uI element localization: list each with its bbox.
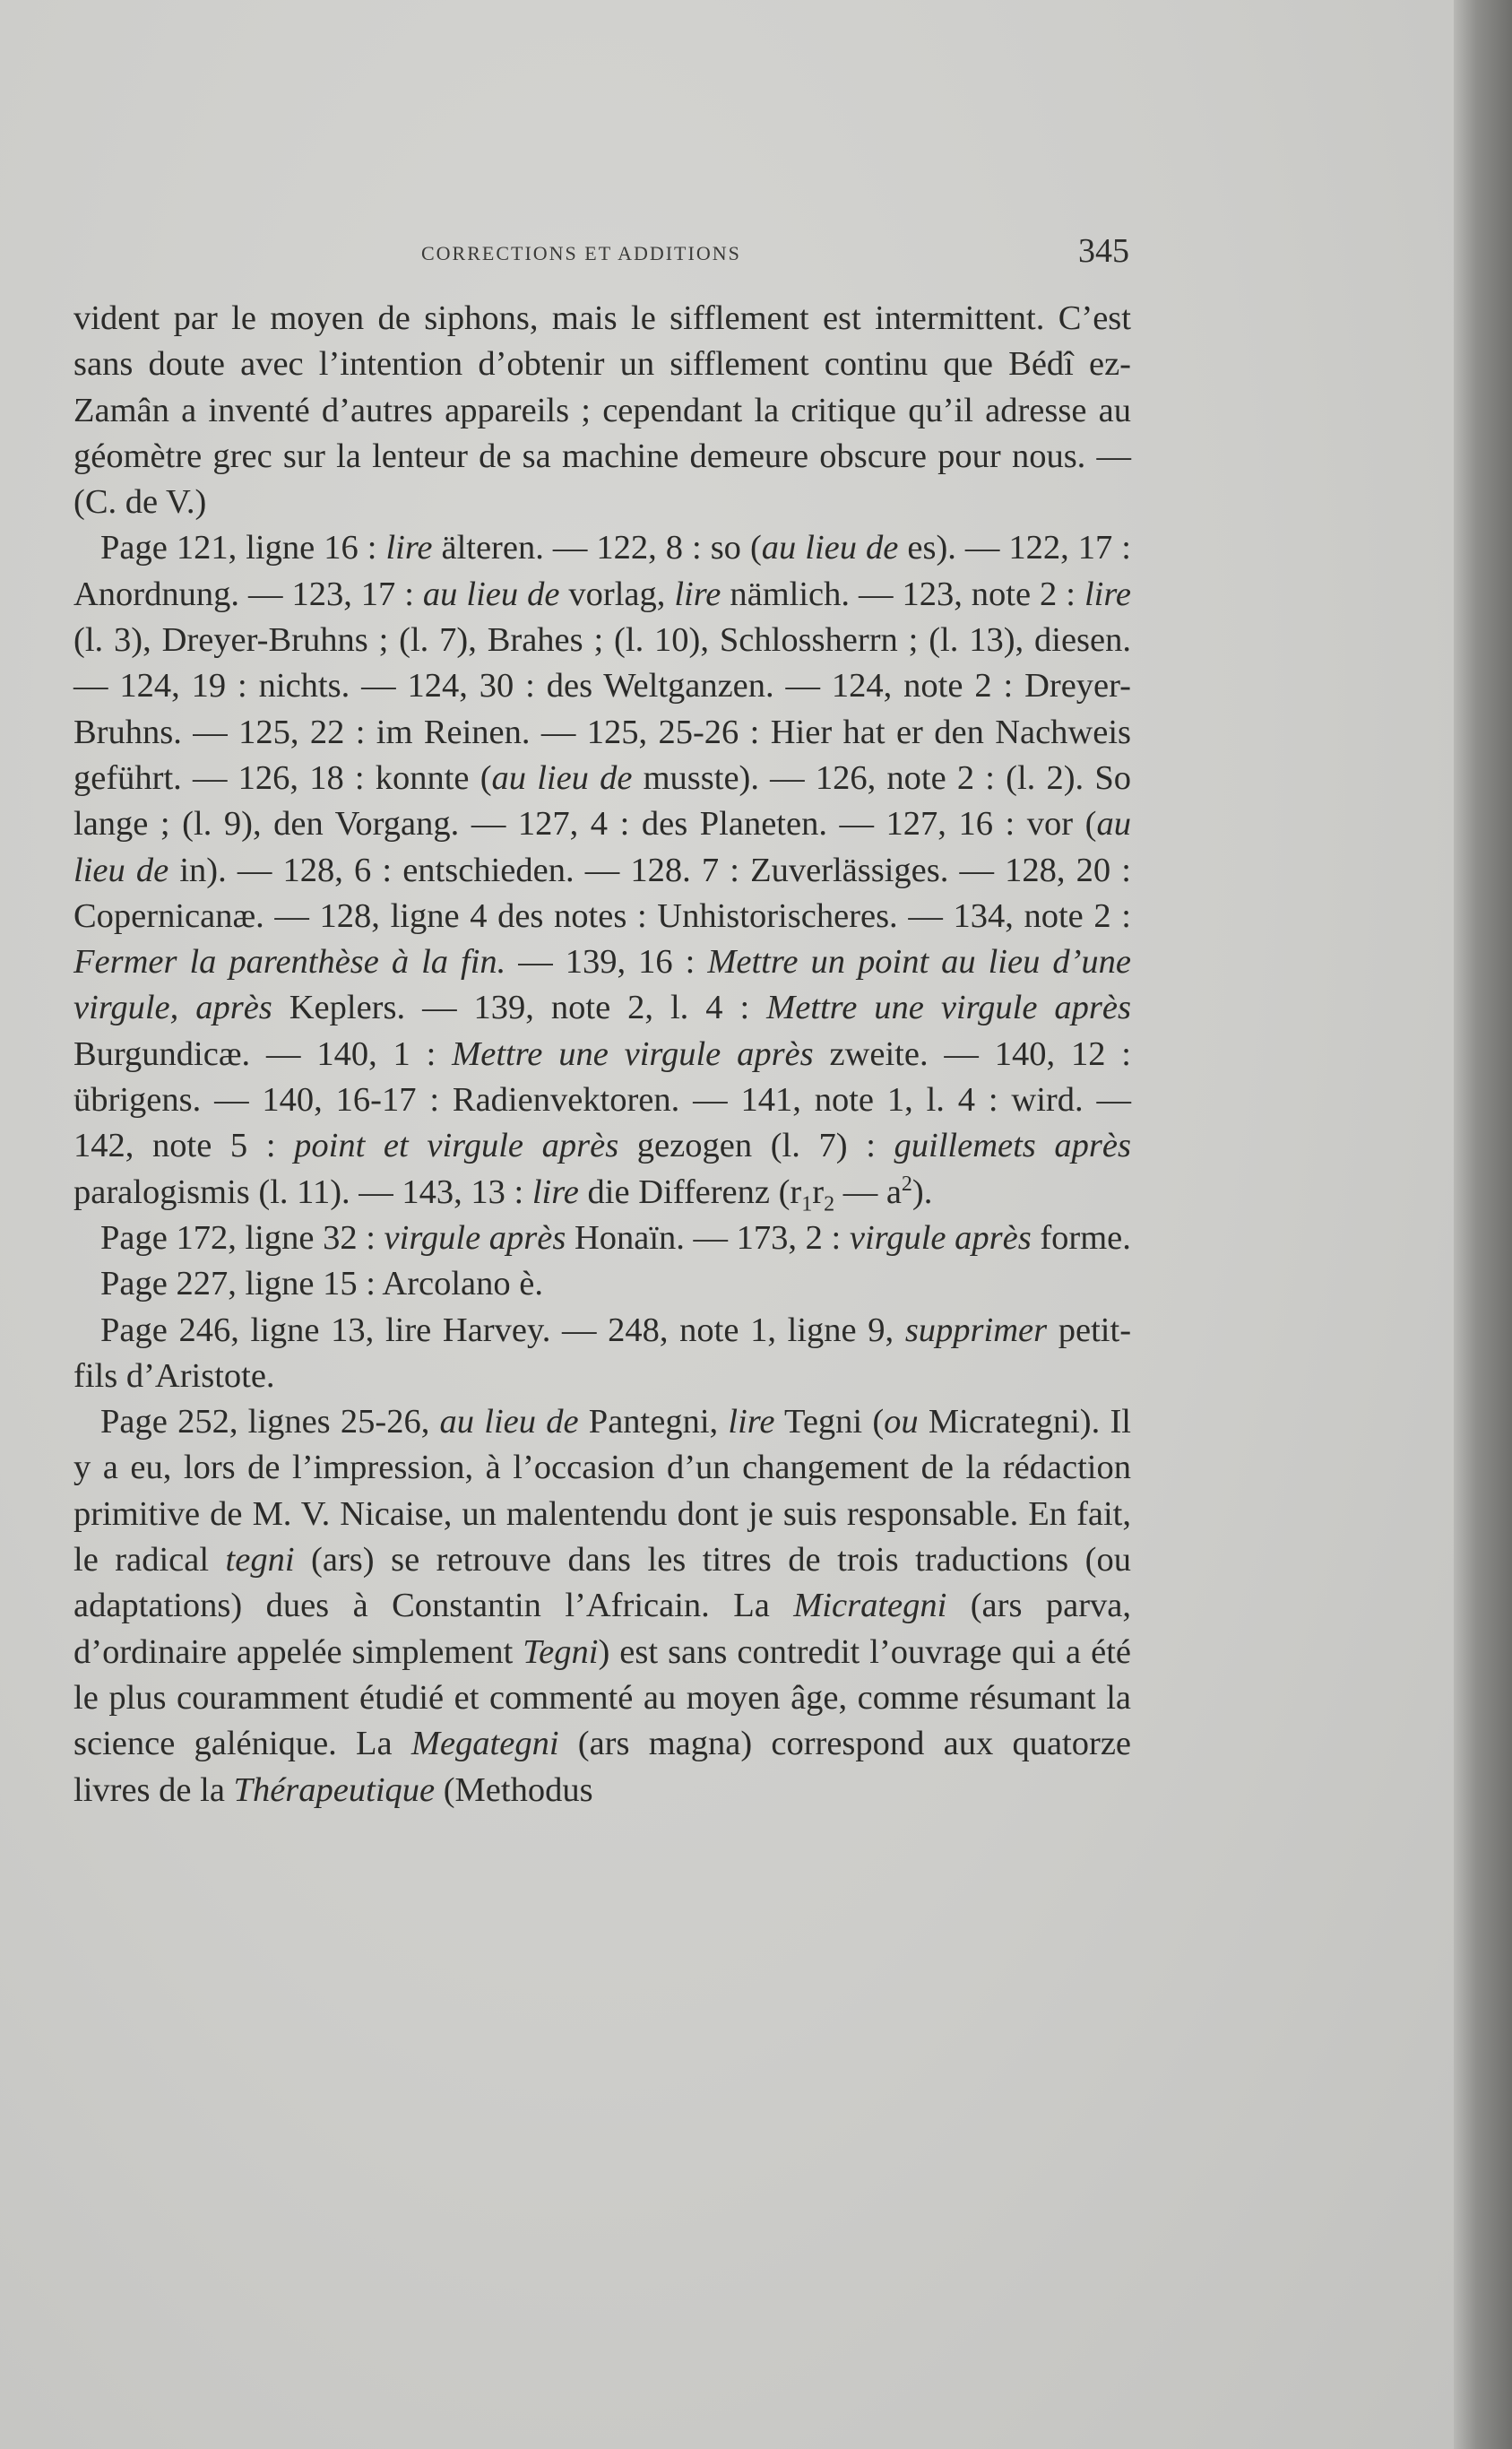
italic-run: au lieu de bbox=[439, 1403, 579, 1441]
paragraph bbox=[73, 525, 1131, 1215]
text-run: Keplers. — 139, note 2, l. 4 : bbox=[272, 989, 767, 1027]
italic-run: au lieu de bbox=[422, 575, 560, 613]
text-run: petit-fils d’Aristote. bbox=[73, 1311, 1132, 1395]
italic-run: Megategni bbox=[410, 1725, 559, 1763]
text-run: ) est sans contredit l’ouvrage qui a été le plus couramment étudié et commenté au moyen âge, comme résumant la science galénique. La bbox=[73, 1632, 1131, 1763]
italic-run: Fermer la parenthèse à la fin. bbox=[73, 943, 506, 982]
book-spine-shadow bbox=[1454, 0, 1512, 2449]
italic-run: point et virgule après bbox=[294, 1127, 619, 1165]
superscript-run: 2 bbox=[901, 1172, 912, 1196]
subscript-run: 2 bbox=[824, 1192, 835, 1216]
text-run: (l. 3), Dreyer-Bruhns ; (l. 7), Brahes ; (l. 10), Schlossherrn ; (l. 13), diesen. — 124, 19 : nichts. — 124, 30 : des Weltganzen. — 124, note 2 : Dreyer-Bruhns. — 125, 22 : im Reinen. — 125, 25-26 : Hier hat er den Nachweis geführt. — 126, 18 : konnte ( bbox=[73, 621, 1131, 797]
italic-run: Mettre une virgule après bbox=[766, 989, 1131, 1027]
italic-run: lire bbox=[674, 575, 721, 613]
italic-run: au lieu de bbox=[73, 805, 1131, 889]
italic-run: tegni bbox=[225, 1541, 295, 1579]
text-run: — a bbox=[834, 1173, 902, 1211]
text-run: forme. bbox=[1031, 1218, 1131, 1257]
text-run: (ars magna) correspond aux quatorze livres de la bbox=[73, 1725, 1132, 1809]
italic-run: lire bbox=[531, 1173, 579, 1211]
text-run: Tegni ( bbox=[774, 1403, 885, 1441]
running-title: CORRECTIONS ET ADDITIONS bbox=[421, 242, 741, 264]
paragraph bbox=[73, 296, 1131, 525]
text-run: Burgundicæ. — 140, 1 : bbox=[73, 1034, 453, 1073]
italic-run: Tegni bbox=[523, 1632, 599, 1671]
text-run: (ars) se retrouve dans les titres de trois traductions (ou adaptations) dues à Constantin l’Africain. La bbox=[73, 1541, 1131, 1625]
italic-run: guillemets après bbox=[894, 1127, 1131, 1165]
paragraph bbox=[73, 1308, 1131, 1400]
text-run: gezogen (l. 7) : bbox=[618, 1127, 894, 1165]
text-run: musste). — 126, note 2 : (l. 2). So lange ; (l. 9), den Vorgang. — 127, 4 : des Planeten. — 127, 16 : vor ( bbox=[73, 758, 1131, 844]
italic-run: au lieu de bbox=[491, 758, 633, 797]
body-text bbox=[73, 296, 1131, 1813]
italic-run: Mettre un point au lieu d’une virgule, après bbox=[73, 943, 1131, 1027]
text-run: Page 172, ligne 32 : bbox=[100, 1218, 384, 1257]
paragraph bbox=[73, 1216, 1131, 1261]
page-header bbox=[72, 231, 1129, 276]
text-run: paralogismis (l. 11). — 143, 13 : bbox=[73, 1173, 532, 1211]
italic-run: lire bbox=[385, 529, 433, 567]
italic-run: lire bbox=[728, 1403, 775, 1441]
text-run: zweite. — 140, 12 : übrigens. — 140, 16-17 : Radienvektoren. — 141, note 1, l. 4 : wird. — 142, note 5 : bbox=[73, 1034, 1131, 1165]
italic-run: au lieu de bbox=[761, 529, 899, 567]
page-number: 345 bbox=[1078, 232, 1129, 270]
text-run: Pantegni, bbox=[578, 1403, 729, 1441]
text-run: Page 121, ligne 16 : bbox=[100, 529, 386, 567]
text-run: ). bbox=[912, 1173, 933, 1211]
italic-run: ou bbox=[884, 1403, 919, 1441]
text-run: Page 246, ligne 13, lire Harvey. — 248, note 1, ligne 9, bbox=[100, 1311, 905, 1349]
text-run: in). — 128, 6 : entschieden. — 128. 7 : Zuverlässiges. — 128, 20 : Copernicanæ. — 128, ligne 4 des notes : Unhistorischeres. — 134, note 2 : bbox=[73, 851, 1131, 935]
text-run: älteren. — 122, 8 : so ( bbox=[432, 529, 762, 567]
text-run: vorlag, bbox=[559, 575, 675, 613]
italic-run: lire bbox=[1084, 575, 1131, 613]
subscript-run: 1 bbox=[801, 1192, 813, 1216]
italic-run: virgule après bbox=[849, 1218, 1032, 1257]
paragraph bbox=[73, 1399, 1131, 1813]
text-run: (Methodus bbox=[435, 1770, 593, 1809]
italic-run: supprimer bbox=[904, 1311, 1048, 1349]
text-run: r bbox=[812, 1173, 825, 1211]
italic-run: virgule après bbox=[384, 1218, 566, 1257]
text-run: — 139, 16 : bbox=[505, 943, 708, 982]
italic-run: Thérapeutique bbox=[233, 1770, 436, 1809]
italic-run: Mettre une virgule après bbox=[452, 1034, 814, 1073]
text-run: es). — 122, 17 : Anordnung. — 123, 17 : bbox=[73, 529, 1131, 613]
text-run: Honaïn. — 173, 2 : bbox=[566, 1218, 850, 1257]
text-run: Page 227, ligne 15 : Arcolano è. bbox=[100, 1265, 543, 1303]
italic-run: Micrategni bbox=[793, 1587, 947, 1625]
text-run: (ars parva, d’ordinaire appelée simplement bbox=[73, 1587, 1131, 1671]
paragraph bbox=[73, 1261, 1131, 1307]
text-run: Micrategni). Il y a eu, lors de l’impression, à l’occasion d’un changement de la rédaction primitive de M. V. Nicaise, un malentendu dont je suis responsable. En fait, le radical bbox=[73, 1403, 1131, 1579]
text-run: vident par le moyen de siphons, mais le sifflement est intermittent. C’est sans doute avec l’intention d’obtenir un sifflement continu que Bédî ez-Zamân a inventé d’autres appareils ; cependant la critique qu’il adresse au géomètre grec sur la lenteur de sa machine demeure obscure pour nous. — (C. de V.) bbox=[73, 299, 1131, 522]
text-run: die Differenz (r bbox=[578, 1173, 802, 1211]
text-run: nämlich. — 123, note 2 : bbox=[721, 575, 1084, 613]
text-run: Page 252, lignes 25-26, bbox=[100, 1403, 440, 1441]
